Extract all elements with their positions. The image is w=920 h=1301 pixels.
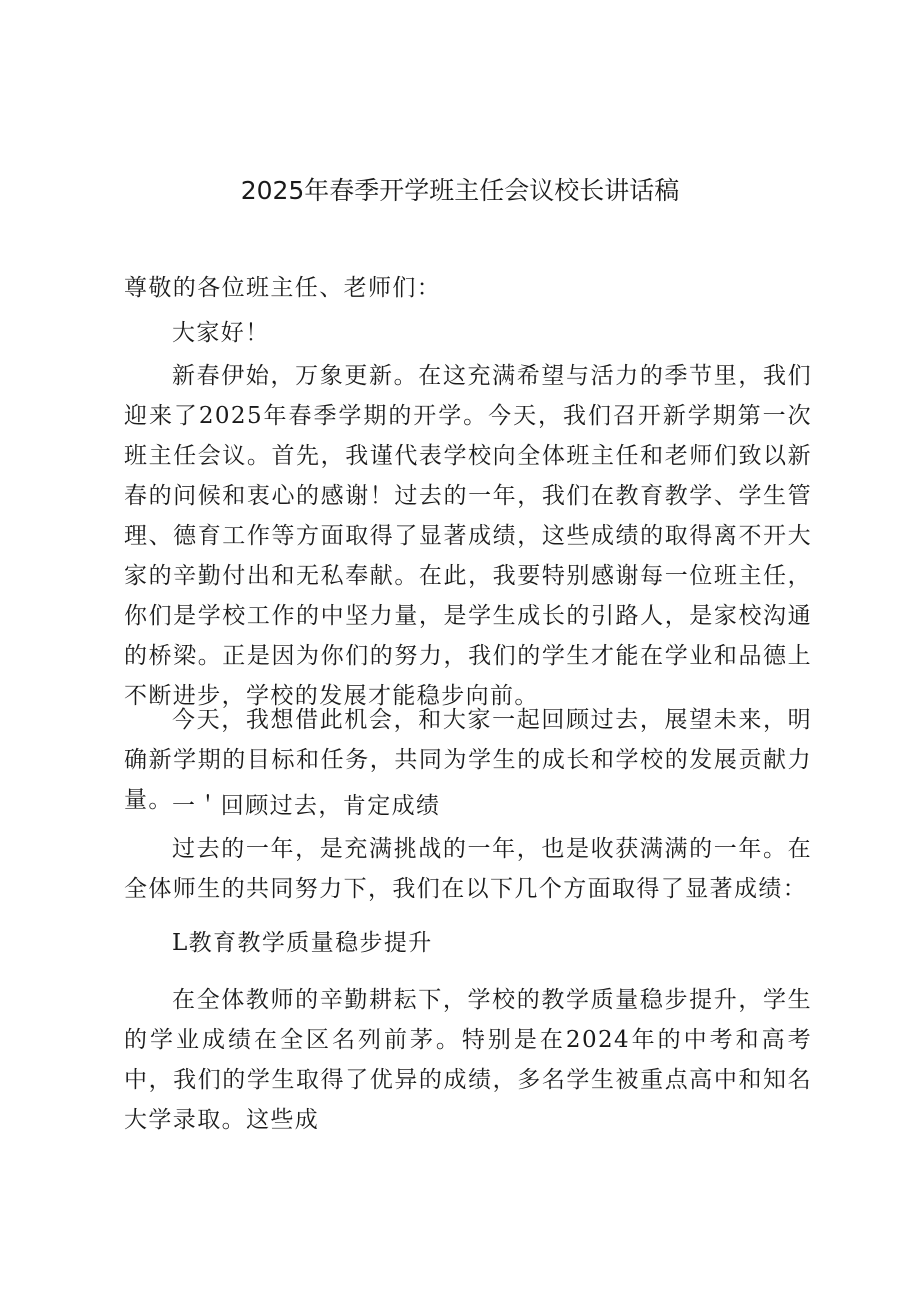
paragraph-opening: 新春伊始，万象更新。在这充满希望与活力的季节里，我们迎来了2025年春季学期的开学。今天，我们召开新学期第一次班主任会议。首先，我谨代表学校向全体班主任和老师们致以新春的问候和衷心的感谢！过去的一年，我们在教育教学、学生管理、德育工作等方面取得了显著成绩，这些成绩的取得离不开大家的辛勤付出和无私奉献。在此，我要特别感谢每一位班主任，你们是学校工作的中坚力量，是学生成长的引路人，是家校沟通的桥梁。正是因为你们的努力，我们的学生才能在学业和品德上不断进步，学校的发展才能稳步向前。 <box>124 363 812 709</box>
section-heading: 一＇回顾过去，肯定成绩 <box>172 793 441 819</box>
subsection-heading: L教育教学质量稳步提升 <box>172 930 433 956</box>
document-title: 2025年春季开学班主任会议校长讲话稿 <box>240 176 680 205</box>
greeting-line: 尊敬的各位班主任、老师们： <box>124 275 442 301</box>
paragraph-purpose: 今天，我想借此机会，和大家一起回顾过去，展望未来，明确新学期的目标和任务，共同为学生的成长和学校的发展贡献力量。 <box>124 707 812 813</box>
section-paragraph: 过去的一年，是充满挑战的一年，也是收获满满的一年。在全体师生的共同努力下，我们在以下几个方面取得了显著成绩： <box>124 836 812 902</box>
subsection-paragraph: 在全体教师的辛勤耕耘下，学校的教学质量稳步提升，学生的学业成绩在全区名列前茅。特别是在2024年的中考和高考中，我们的学生取得了优异的成绩，多名学生被重点高中和知名大学录取。这些成 <box>124 987 812 1133</box>
hello-line: 大家好！ <box>172 320 270 346</box>
